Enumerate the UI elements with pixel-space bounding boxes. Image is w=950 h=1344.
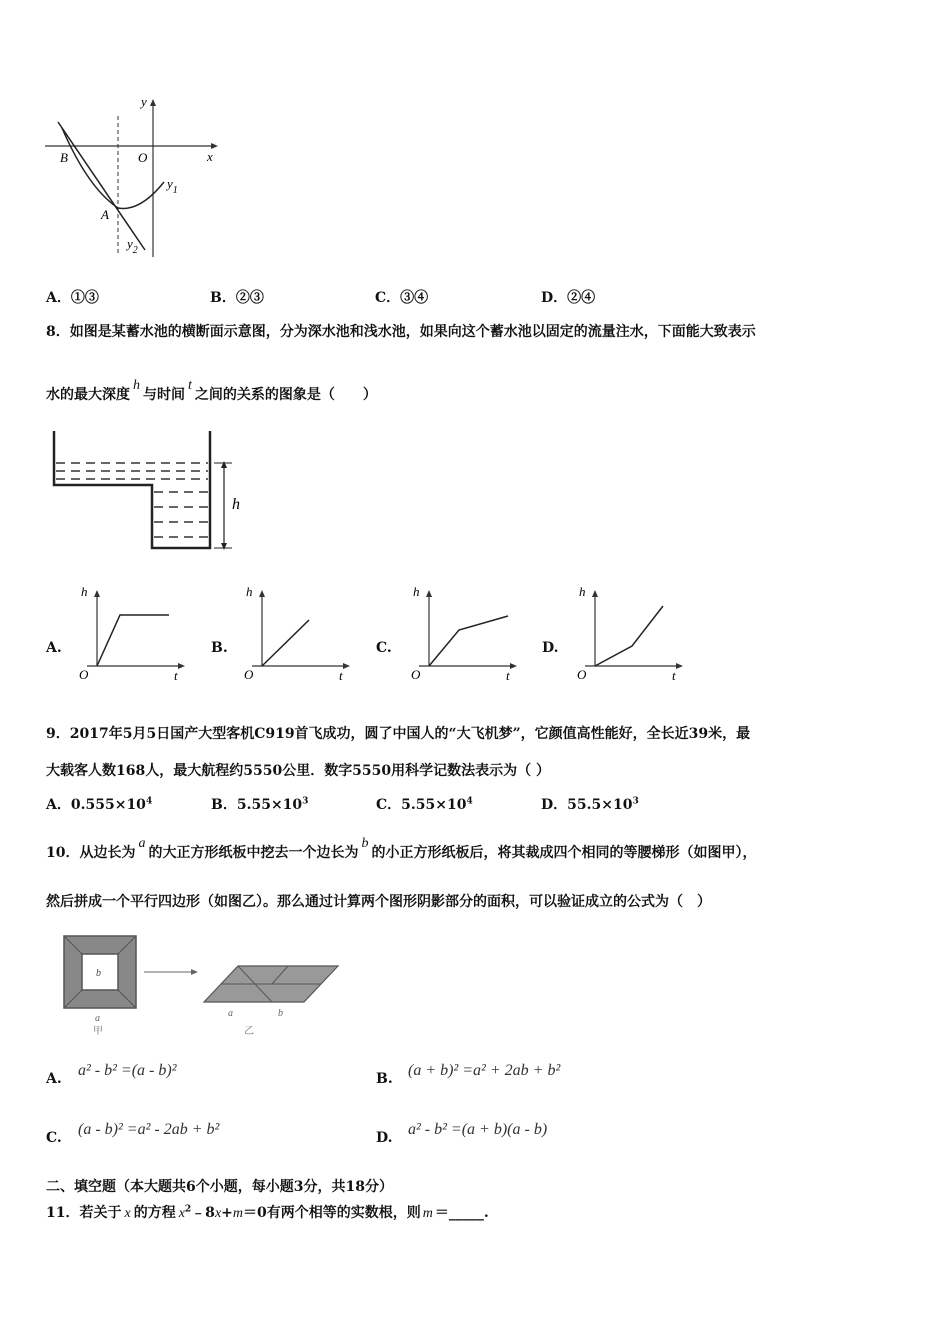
q10-option-a-letter[interactable]: A. [46, 1071, 62, 1087]
q8-option-b-letter[interactable]: B. [211, 640, 228, 656]
q10-option-d-formula[interactable]: a² - b² =(a + b)(a - b) [408, 1121, 548, 1138]
q7-label-x: x [207, 149, 213, 164]
q10-option-b-letter[interactable]: B. [376, 1071, 393, 1087]
svg-text:t: t [174, 668, 178, 682]
q7-label-a: A [101, 207, 109, 222]
q10-line1: 10．从边长为a的大正方形纸板中挖去一个边长为b的小正方形纸板后，将其裁成四个相同的等腰梯形（如图甲）， [46, 836, 757, 861]
svg-text:h: h [81, 584, 88, 599]
q8-option-a-letter[interactable]: A. [46, 640, 62, 656]
q7-label-b: B [60, 150, 68, 165]
q7-option-c[interactable]: C．③④ [375, 290, 429, 306]
q7-option-a[interactable]: A．①③ [46, 290, 99, 306]
svg-text:b: b [278, 1008, 283, 1019]
svg-text:t: t [672, 668, 676, 682]
q11-line: 11．若关于 x 的方程 $x^2﹣8x+m=0$有两个相等的实数根，则 m ＝_____. [46, 1204, 489, 1221]
q10-arrow [142, 966, 202, 978]
svg-text:a: a [95, 1013, 100, 1024]
q8-graph-b[interactable] [237, 582, 357, 682]
q7-option-d[interactable]: D．②④ [541, 290, 596, 306]
q10-figure-jia [58, 930, 148, 1040]
svg-text:h: h [579, 584, 586, 599]
q9-option-a[interactable]: A．$0.555\times 10^4$ [46, 796, 153, 813]
q9-line2: 大载客人数168人，最大航程约5550公里．数字5550用科学记数法表示为（ ） [46, 763, 551, 779]
svg-text:b: b [96, 968, 101, 979]
q10-line2: 然后拼成一个平行四边形（如图乙）。那么通过计算两个图形阴影部分的面积，可以验证成立的公式为（ ） [46, 894, 711, 910]
q10-option-d-letter[interactable]: D. [376, 1130, 393, 1146]
svg-text:O: O [577, 667, 587, 682]
svg-text:t: t [506, 668, 510, 682]
q10-option-c-letter[interactable]: C. [46, 1130, 62, 1146]
q7-y-arrow [150, 99, 156, 106]
q8-graph-c[interactable] [404, 582, 524, 682]
q9-option-b[interactable]: B．$5.55\times 10^3$ [211, 796, 309, 813]
q10-option-c-formula[interactable]: (a - b)² =a² - 2ab + b² [78, 1121, 220, 1138]
q8-graph-d-line [595, 606, 663, 666]
q8-graph-c-line [429, 616, 508, 666]
q9-option-c[interactable]: C．$5.55\times 10^4$ [376, 796, 473, 813]
q8-graph-d[interactable] [570, 582, 690, 682]
q7-graph [40, 92, 230, 264]
q7-label-o: O [138, 150, 148, 165]
svg-text:t: t [339, 668, 343, 682]
q8-graph-b-line [262, 620, 309, 666]
q8-option-d-letter[interactable]: D. [542, 640, 559, 656]
q7-label-y2: $y_2$ [127, 236, 138, 256]
svg-text:h: h [246, 584, 253, 599]
q7-option-b[interactable]: B．②③ [210, 290, 264, 306]
svg-text:O: O [79, 667, 89, 682]
q8-water-lines [56, 463, 208, 537]
q8-graph-a[interactable] [72, 582, 192, 682]
svg-text:a: a [228, 1008, 233, 1019]
q10-option-a-formula[interactable]: a² - b² =(a - b)² [78, 1062, 177, 1079]
q8-pool-figure [50, 425, 250, 555]
q9-option-d[interactable]: D．$55.5\times 10^3$ [541, 796, 639, 813]
q8-line2: 水的最大深度h与时间t之间的关系的图象是（ ） [46, 378, 377, 403]
q8-figure-h: h [232, 496, 240, 513]
q7-line-y2 [58, 122, 145, 250]
section2-title: 二、填空题（本大题共6个小题，每小题3分，共18分） [46, 1179, 393, 1195]
svg-text:O: O [411, 667, 421, 682]
q8-graph-a-line [97, 615, 169, 666]
q7-label-y1: $y_1$ [167, 176, 178, 196]
q8-option-c-letter[interactable]: C. [376, 640, 392, 656]
q10-option-b-formula[interactable]: (a + b)² =a² + 2ab + b² [408, 1062, 561, 1079]
q7-curve-y1 [62, 128, 164, 208]
q9-line1: 9．2017年5月5日国产大型客机C919首飞成功，圆了中国人的“大飞机梦”，它颜值高性能好，全长近39米，最 [46, 726, 751, 742]
svg-text:乙: 乙 [244, 1026, 254, 1037]
svg-text:h: h [413, 584, 420, 599]
svg-text:甲: 甲 [93, 1026, 103, 1037]
svg-text:O: O [244, 667, 254, 682]
q8-line1: 8．如图是某蓄水池的横断面示意图，分为深水池和浅水池，如果向这个蓄水池以固定的流量注水，下面能大致表示 [46, 324, 756, 340]
q8-pool-outline [54, 431, 210, 548]
q7-label-y: y [141, 94, 147, 109]
q10-figure-yi [200, 958, 345, 1038]
